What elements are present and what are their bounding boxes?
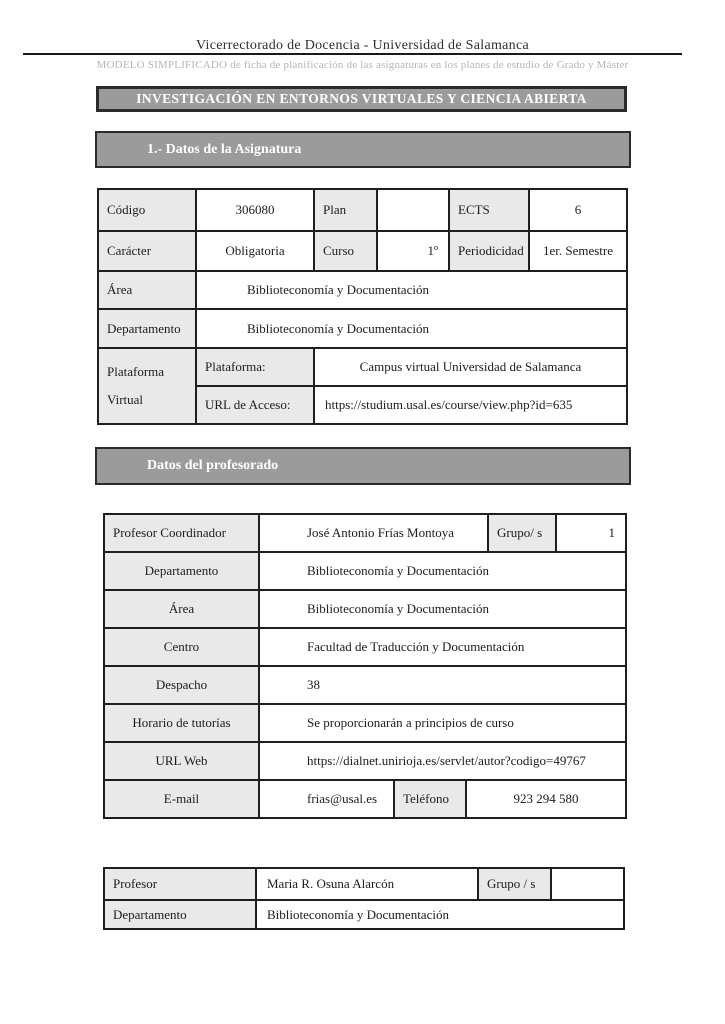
caracter-label: Carácter <box>98 231 196 271</box>
detalle-label: Horario de tutorías <box>104 704 259 742</box>
periodicidad-label: Periodicidad <box>449 231 529 271</box>
detalle-label: Departamento <box>104 552 259 590</box>
profesor-coordinador-label: Profesor Coordinador <box>104 514 259 552</box>
asignatura-table <box>97 188 628 425</box>
caracter-value: Obligatoria <box>196 231 314 271</box>
header-divider <box>23 53 682 55</box>
email-label: E-mail <box>104 780 259 818</box>
profesor-coordinador-table <box>103 513 627 819</box>
grupo-label: Grupo / s <box>478 868 551 900</box>
profesor-2-table <box>103 867 625 930</box>
codigo-label: Código <box>98 189 196 231</box>
profesor-nombre: Maria R. Osuna Alarcón <box>256 868 478 900</box>
table-row <box>104 868 624 900</box>
table-row <box>104 742 626 780</box>
table-row <box>98 271 627 309</box>
table-row <box>104 552 626 590</box>
detalle-value: Biblioteconomía y Documentación <box>259 552 626 590</box>
plan-label: Plan <box>314 189 377 231</box>
codigo-value: 306080 <box>196 189 314 231</box>
url-acceso-label: URL de Acceso: <box>196 386 314 424</box>
url-acceso-value: https://studium.usal.es/course/view.php?id=635 <box>314 386 627 424</box>
section-banner-datos-asignatura: 1.- Datos de la Asignatura <box>95 131 631 168</box>
table-row <box>98 189 627 231</box>
detalle-label: Despacho <box>104 666 259 704</box>
page-header-subtitle: MODELO SIMPLIFICADO de ficha de planificación de las asignaturas en los planes de estudio de Grado y Máster <box>96 59 629 71</box>
departamento-value: Biblioteconomía y Documentación <box>196 309 627 348</box>
telefono-label: Teléfono <box>394 780 466 818</box>
page-header-title: Vicerrectorado de Docencia - Universidad de Salamanca <box>195 38 529 53</box>
ects-value: 6 <box>529 189 627 231</box>
departamento-label: Departamento <box>104 900 256 929</box>
grupo-value: 1 <box>556 514 626 552</box>
table-row <box>98 231 627 271</box>
area-value: Biblioteconomía y Documentación <box>196 271 627 309</box>
table-row <box>104 590 626 628</box>
telefono-value: 923 294 580 <box>466 780 626 818</box>
detalle-value: Facultad de Traducción y Documentación <box>259 628 626 666</box>
table-row <box>104 780 626 818</box>
course-title-banner: INVESTIGACIÓN EN ENTORNOS VIRTUALES Y CIENCIA ABIERTA <box>96 86 627 112</box>
periodicidad-value: 1er. Semestre <box>529 231 627 271</box>
detalle-value: Biblioteconomía y Documentación <box>259 590 626 628</box>
curso-value: 1º <box>377 231 449 271</box>
detalle-label: Área <box>104 590 259 628</box>
grupo-label: Grupo/ s <box>488 514 556 552</box>
section-banner-datos-profesorado: Datos del profesorado <box>95 447 631 485</box>
detalle-value: Se proporcionarán a principios de curso <box>259 704 626 742</box>
ects-label: ECTS <box>449 189 529 231</box>
email-value: frias@usal.es <box>259 780 394 818</box>
table-row <box>104 704 626 742</box>
curso-label: Curso <box>314 231 377 271</box>
table-row <box>104 666 626 704</box>
table-row <box>98 348 627 386</box>
detalle-label: URL Web <box>104 742 259 780</box>
departamento-label: Departamento <box>98 309 196 348</box>
plataforma-label: Plataforma: <box>196 348 314 386</box>
profesor-coordinador-nombre: José Antonio Frías Montoya <box>259 514 488 552</box>
detalle-value: 38 <box>259 666 626 704</box>
area-label: Área <box>98 271 196 309</box>
grupo-value <box>551 868 624 900</box>
table-row <box>104 900 624 929</box>
plataforma-value: Campus virtual Universidad de Salamanca <box>314 348 627 386</box>
table-row <box>98 309 627 348</box>
detalle-label: Centro <box>104 628 259 666</box>
plataforma-virtual-label: Plataforma Virtual <box>98 348 196 424</box>
table-row <box>104 628 626 666</box>
profesor-label: Profesor <box>104 868 256 900</box>
departamento-value: Biblioteconomía y Documentación <box>256 900 624 929</box>
detalle-value: https://dialnet.unirioja.es/servlet/autor?codigo=49767 <box>259 742 626 780</box>
plan-value <box>377 189 449 231</box>
table-row <box>104 514 626 552</box>
